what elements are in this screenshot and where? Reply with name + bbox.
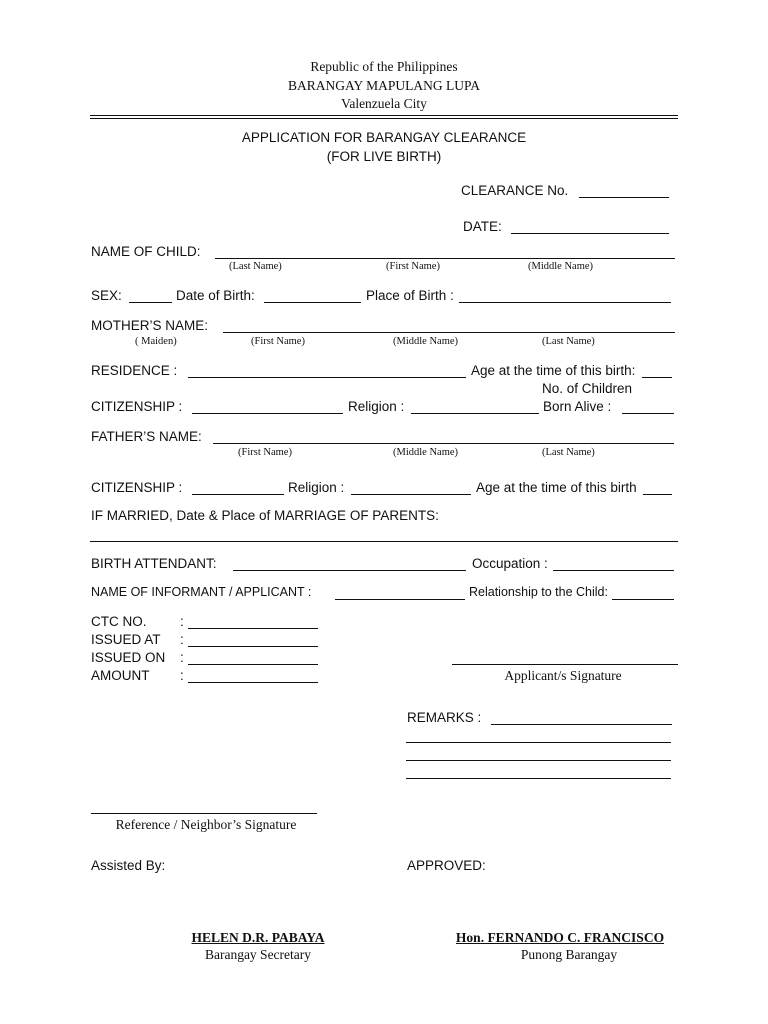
residence-label: RESIDENCE : <box>91 363 178 378</box>
mother-citizenship-line[interactable] <box>192 413 343 414</box>
approved-label: APPROVED: <box>407 858 486 873</box>
father-citizenship-line[interactable] <box>192 494 284 495</box>
relationship-label: Relationship to the Child: <box>469 585 608 599</box>
mother-maiden-caption: ( Maiden) <box>135 336 177 347</box>
occupation-line[interactable] <box>553 570 674 571</box>
reference-signature-caption: Reference / Neighbor’s Signature <box>115 817 297 832</box>
city-header: Valenzuela City <box>341 96 427 111</box>
amount-label: AMOUNT <box>91 668 150 683</box>
father-citizenship-label: CITIZENSHIP : <box>91 480 183 495</box>
marriage-details-line[interactable] <box>90 541 678 542</box>
remarks-line-2[interactable] <box>406 742 671 743</box>
amount-colon: : <box>180 668 184 683</box>
father-last-name-caption: (Last Name) <box>542 447 595 458</box>
reference-signature-line[interactable] <box>91 813 317 814</box>
captain-name: Hon. FERNANDO C. FRANCISCO <box>455 930 665 945</box>
name-of-child-line[interactable] <box>215 258 675 259</box>
mother-middle-name-caption: (Middle Name) <box>393 336 459 347</box>
no-of-children-label: No. of Children <box>542 381 633 396</box>
father-age-label: Age at the time of this birth <box>476 480 637 495</box>
date-of-birth-line[interactable] <box>264 302 361 303</box>
remarks-line-4[interactable] <box>406 778 671 779</box>
mother-age-line[interactable] <box>642 377 672 378</box>
child-middle-name-caption: (Middle Name) <box>528 261 594 272</box>
occupation-label: Occupation : <box>472 556 548 571</box>
mother-religion-line[interactable] <box>411 413 539 414</box>
birth-attendant-label: BIRTH ATTENDANT: <box>91 556 217 571</box>
barangay-header: BARANGAY MAPULANG LUPA <box>287 78 481 93</box>
residence-line[interactable] <box>188 377 466 378</box>
informant-line[interactable] <box>335 599 465 600</box>
name-of-child-label: NAME OF CHILD: <box>91 244 201 259</box>
secretary-title: Barangay Secretary <box>204 947 312 962</box>
mother-age-label: Age at the time of this birth: <box>471 363 636 378</box>
father-religion-label: Religion : <box>288 480 345 495</box>
ctc-no-colon: : <box>180 614 184 629</box>
country-header: Republic of the Philippines <box>310 59 458 74</box>
ctc-no-line[interactable] <box>188 628 318 629</box>
date-of-birth-label: Date of Birth: <box>176 288 255 303</box>
amount-line[interactable] <box>188 682 318 683</box>
mother-religion-label: Religion : <box>348 399 405 414</box>
child-last-name-caption: (Last Name) <box>229 261 282 272</box>
assisted-by-label: Assisted By: <box>91 858 166 873</box>
mother-last-name-caption: (Last Name) <box>542 336 595 347</box>
fathers-name-label: FATHER’S NAME: <box>91 429 202 444</box>
mother-first-name-caption: (First Name) <box>251 336 305 347</box>
father-first-name-caption: (First Name) <box>238 447 292 458</box>
issued-at-colon: : <box>180 632 184 647</box>
informant-label: NAME OF INFORMANT / APPLICANT : <box>91 585 312 599</box>
ctc-no-label: CTC NO. <box>91 614 147 629</box>
issued-on-colon: : <box>180 650 184 665</box>
remarks-line-3[interactable] <box>406 760 671 761</box>
applicant-signature-line[interactable] <box>452 664 678 665</box>
header-rule-bottom <box>90 118 678 119</box>
clearance-no-line[interactable] <box>579 197 669 198</box>
fathers-name-line[interactable] <box>213 443 674 444</box>
applicant-signature-caption: Applicant/s Signature <box>504 668 622 683</box>
sex-line[interactable] <box>129 302 172 303</box>
clearance-no-label: CLEARANCE No. <box>461 183 569 198</box>
issued-at-line[interactable] <box>188 646 318 647</box>
date-line[interactable] <box>511 233 669 234</box>
place-of-birth-line[interactable] <box>459 302 671 303</box>
mothers-name-line[interactable] <box>223 332 675 333</box>
child-first-name-caption: (First Name) <box>386 261 440 272</box>
relationship-line[interactable] <box>612 599 674 600</box>
secretary-name: HELEN D.R. PABAYA <box>191 930 325 945</box>
father-age-line[interactable] <box>643 494 672 495</box>
header-rule-top <box>90 115 678 116</box>
mother-citizenship-label: CITIZENSHIP : <box>91 399 183 414</box>
place-of-birth-label: Place of Birth : <box>366 288 454 303</box>
issued-on-label: ISSUED ON <box>91 650 166 665</box>
if-married-label: IF MARRIED, Date & Place of MARRIAGE OF PARENTS: <box>91 508 439 523</box>
issued-on-line[interactable] <box>188 664 318 665</box>
sex-label: SEX: <box>91 288 122 303</box>
remarks-label: REMARKS : <box>407 710 482 725</box>
remarks-line-1[interactable] <box>491 724 672 725</box>
captain-title: Punong Barangay <box>520 947 618 962</box>
form-title: APPLICATION FOR BARANGAY CLEARANCE <box>241 130 527 145</box>
mothers-name-label: MOTHER’S NAME: <box>91 318 209 333</box>
issued-at-label: ISSUED AT <box>91 632 161 647</box>
father-middle-name-caption: (Middle Name) <box>393 447 459 458</box>
father-religion-line[interactable] <box>351 494 471 495</box>
born-alive-line[interactable] <box>622 413 674 414</box>
form-subtitle: (FOR LIVE BIRTH) <box>326 149 442 164</box>
birth-attendant-line[interactable] <box>233 570 466 571</box>
born-alive-label: Born Alive : <box>543 399 612 414</box>
date-label: DATE: <box>463 219 502 234</box>
